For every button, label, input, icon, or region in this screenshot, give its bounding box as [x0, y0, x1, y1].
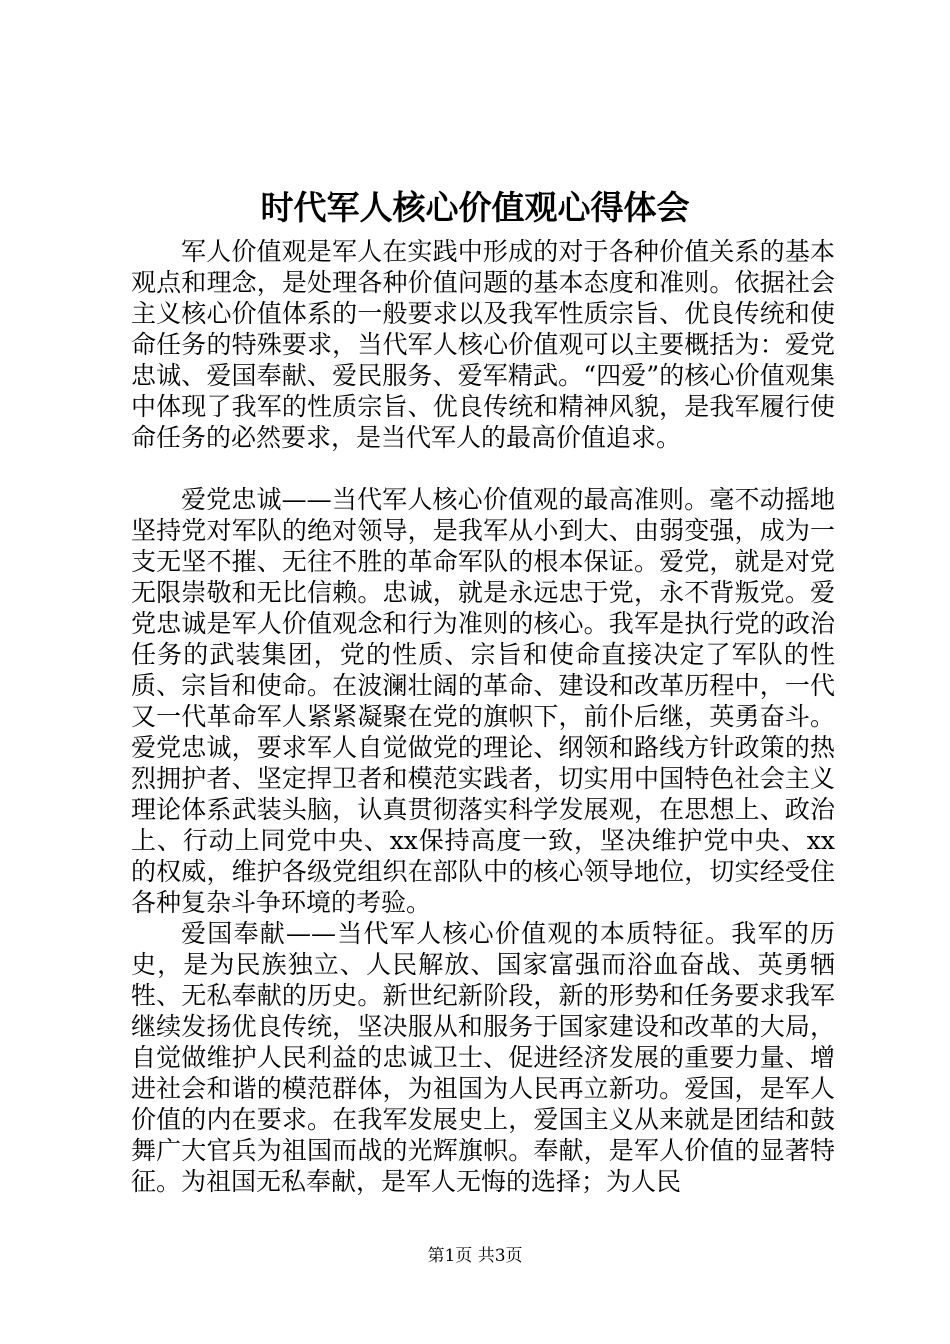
- paragraph-party-loyalty: 爱党忠诚——当代军人核心价值观的最高准则。毫不动摇地坚持党对军队的绝对领导，是我军从小到大、由弱变强，成为一支无坚不摧、无往不胜的革命军队的根本保证。爱党，就是对党无限崇敬和无比信赖。忠诚，就是永远忠于党，永不背叛党。爱党忠诚是军人价值观念和行为准则的核心。我军是执行党的政治任务的武装集团，党的性质、宗旨和使命直接决定了军队的性质、宗旨和使命。在波澜壮阔的革命、建设和改革历程中，一代又一代革命军人紧紧凝聚在党的旗帜下，前仆后继，英勇奋斗。爱党忠诚，要求军人自觉做党的理论、纲领和路线方针政策的热烈拥护者、坚定捍卫者和模范实践者，切实用中国特色社会主义理论体系武装头脑，认真贯彻落实科学发展观，在思想上、政治上、行动上同党中央、xx保持高度一致，坚决维护党中央、xx的权威，维护各级党组织在部队中的核心领导地位，切实经受住各种复杂斗争环境的考验。: [131, 485, 835, 917]
- document-title: 时代军人核心价值观心得体会: [260, 188, 690, 227]
- page-number-footer: 第1页 共3页: [427, 1246, 523, 1266]
- paragraph-patriotic-devotion: 爱国奉献——当代军人核心价值观的本质特征。我军的历史，是为民族独立、人民解放、国家富强而浴血奋战、英勇牺牲、无私奉献的历史。新世纪新阶段，新的形势和任务要求我军继续发扬优良传统，坚决服从和服务于国家建设和改革的大局，自觉做维护人民利益的忠诚卫士、促进经济发展的重要力量、增进社会和谐的模范群体，为祖国为人民再立新功。爱国，是军人价值的内在要求。在我军发展史上，爱国主义从来就是团结和鼓舞广大官兵为祖国而战的光辉旗帜。奉献，是军人价值的显著特征。为祖国无私奉献，是军人无悔的选择；为人民: [131, 919, 835, 1196]
- document-body: [131, 236, 835, 1197]
- paragraph-intro: 军人价值观是军人在实践中形成的对于各种价值关系的基本观点和理念，是处理各种价值问题的基本态度和准则。依据社会主义核心价值体系的一般要求以及我军性质宗旨、优良传统和使命任务的特殊要求，当代军人核心价值观可以主要概括为：爱党忠诚、爱国奉献、爱民服务、爱军精武。“四爱”的核心价值观集中体现了我军的性质宗旨、优良传统和精神风貌，是我军履行使命任务的必然要求，是当代军人的最高价值追求。: [131, 237, 835, 452]
- paragraph-gap: [131, 453, 835, 484]
